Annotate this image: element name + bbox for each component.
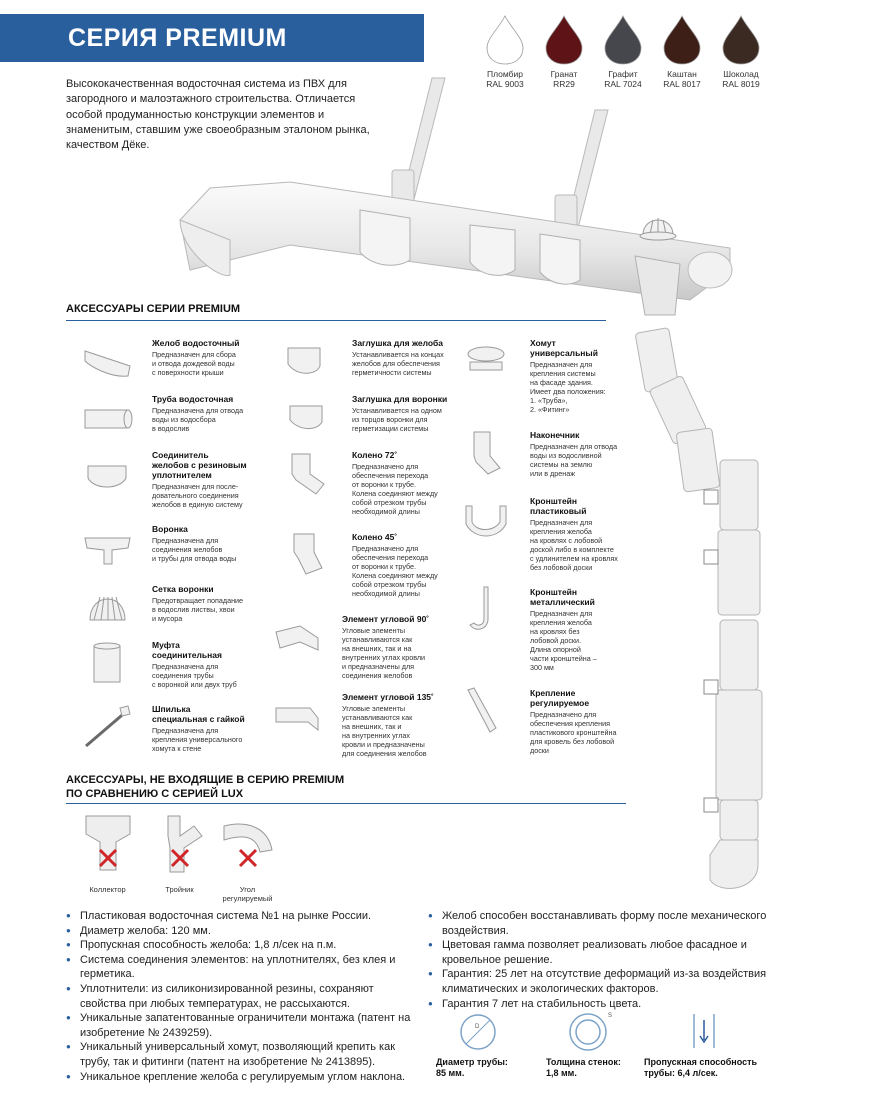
accessory-description: Предназначен для сбора и отвода дождевой воды с поверхности крыши — [152, 350, 236, 377]
lux-title-line2: ПО СРАВНЕНИЮ С СЕРИЕЙ LUX — [66, 788, 244, 800]
elbow-72-icon — [280, 448, 335, 498]
accessory-name: Колено 45˚ — [352, 532, 398, 542]
accessory-description: Предназначена для соединения желобов и трубы для отвода воды — [152, 536, 237, 563]
accessory-image — [80, 336, 135, 386]
lux-section-title — [66, 773, 344, 801]
adjustable-angle-icon — [218, 812, 278, 878]
page-title: СЕРИЯ PREMIUM — [68, 24, 287, 52]
drop-icon — [485, 14, 525, 66]
feature-bullet: ● Цветовая гамма позволяет реализовать любое фасадное и кровельное решение. — [428, 938, 768, 967]
clamp-icon — [458, 336, 513, 386]
accessory-name: Элемент угловой 90˚ — [342, 614, 430, 624]
drop-icon — [603, 14, 643, 66]
lux-item-label: Тройник — [165, 885, 194, 894]
features-list-left — [66, 909, 414, 1084]
accessory-image — [458, 686, 513, 736]
elbow-45-icon — [280, 530, 335, 580]
accessory-name: Крепление регулируемое — [530, 688, 590, 708]
plastic-bracket-icon — [458, 494, 513, 544]
accessory-description: Предназначено для обеспечения перехода от воронки к трубе. Колена соединяют между собой отрезком трубы необходимой длины — [352, 544, 438, 598]
drop-icon — [544, 14, 584, 66]
accessory-name: Наконечник — [530, 430, 580, 440]
color-name: Гранат — [550, 69, 578, 79]
color-code: RAL 9003 — [486, 79, 524, 89]
accessory-description: Устанавливается на концах желобов для обеспечения герметичности системы — [352, 350, 444, 377]
feature-bullet: ● Желоб способен восстанавливать форму после механического воздействия. — [428, 909, 768, 938]
color-code: RR29 — [553, 79, 575, 89]
svg-text:S: S — [608, 1013, 613, 1019]
accessory-description: Угловые элементы устанавливаются как на внешних, так и на внутренних углах кровли и предназначены для соединения желобов — [342, 704, 427, 758]
color-name: Шоколад — [723, 69, 759, 79]
accessory-image — [280, 336, 335, 386]
accessory-image — [458, 585, 513, 635]
accessory-name: Кронштейн пластиковый — [530, 496, 587, 516]
pipe-specs — [436, 1010, 776, 1090]
gutter-system-illustration — [170, 70, 770, 320]
accessory-image — [280, 530, 335, 580]
lux-title-line1: АКСЕССУАРЫ, НЕ ВХОДЯЩИЕ В СЕРИЮ PREMIUM — [66, 774, 345, 786]
accessory-name: Элемент угловой 135˚ — [342, 692, 434, 702]
accessory-image — [458, 336, 513, 386]
title-banner — [0, 14, 424, 62]
intro-text: Высококачественная водосточная система из ПВХ для загородного и малоэтажного строительства. Отличается особой продуманностью конструкции элементов и знаменитым, ставшим уже своеобразным эталоном рынка, качеством Дёке. — [66, 78, 370, 152]
accessory-description: Предназначен для крепления желоба на кровлях без лобовой доски. Длина опорной части кронштейна – 300 мм — [530, 609, 597, 672]
accessory-description: Предназначено для обеспечения крепления пластикового кронштейна для кровель без лобовой доски — [530, 710, 617, 755]
spec-label: Диаметр трубы: 85 мм. — [436, 1057, 508, 1078]
accessory-description: Устанавливается на одном из торцов воронки для герметизации системы — [352, 406, 442, 433]
color-name: Каштан — [667, 69, 697, 79]
stud-icon — [80, 702, 135, 752]
accessory-name: Муфта соединительная — [152, 640, 222, 660]
pipe-icon — [80, 392, 135, 442]
funnel-grid-icon — [80, 582, 135, 632]
funnel-icon — [80, 522, 135, 572]
color-name: Графит — [608, 69, 638, 79]
accessory-image — [80, 522, 135, 572]
lux-item-label: Угол регулируемый — [222, 885, 273, 903]
accessory-name: Труба водосточная — [152, 394, 234, 404]
color-code: RAL 7024 — [604, 79, 642, 89]
accessory-name: Колено 72˚ — [352, 450, 398, 460]
accessory-description: Предназначен для крепления желоба на кровлях с лобовой доской либо в комплекте с удлинителем на кровлях без лобовой доски — [530, 518, 618, 572]
corner-135-icon — [270, 690, 325, 740]
accessory-image — [80, 702, 135, 752]
accessories-title: АКСЕССУАРЫ СЕРИИ PREMIUM — [66, 303, 241, 315]
metal-bracket-icon — [458, 585, 513, 635]
accessory-name: Кронштейн металлический — [530, 587, 595, 607]
accessory-description: Предназначен для отвода воды из водосливной системы на землю или в дренаж — [530, 442, 618, 478]
accessory-image — [270, 612, 325, 662]
spec-label: Толщина стенок: 1,8 мм. — [546, 1057, 621, 1078]
svg-text:D: D — [475, 1024, 480, 1030]
feature-bullet: ● Гарантия 7 лет на стабильность цвета. — [428, 997, 768, 1012]
corner-90-icon — [270, 612, 325, 662]
outlet-icon — [458, 428, 513, 478]
accessory-name: Заглушка для воронки — [352, 394, 448, 404]
drop-icon — [721, 14, 761, 66]
spec-label: Пропускная способность трубы: 6,4 л/сек. — [644, 1057, 758, 1078]
accessory-name: Сетка воронки — [152, 584, 214, 594]
accessory-image — [80, 638, 135, 688]
accessory-description: Предотвращает попадание в водослив листвы, хвои и мусора — [152, 596, 244, 623]
lux-item-label: Коллектор — [89, 885, 126, 894]
accessories-divider — [66, 320, 606, 321]
feature-bullet: ● Уникальное крепление желоба с регулируемым углом наклона. — [66, 1070, 414, 1085]
lux-item — [142, 812, 217, 894]
accessory-description: Предназначена для соединения трубы с воронкой или двух труб — [152, 662, 237, 689]
features-list-right — [428, 909, 768, 1011]
accessory-name: Хомут универсальный — [530, 338, 598, 358]
accessory-description: Предназначена для отвода воды из водосбора в водослив — [152, 406, 244, 433]
accessory-name: Шпилька специальная с гайкой — [152, 704, 245, 724]
accessory-name: Желоб водосточный — [152, 338, 240, 348]
diameter-icon — [456, 1010, 516, 1052]
feature-bullet: ● Пластиковая водосточная система №1 на рынке России. — [66, 909, 414, 924]
lux-item — [70, 812, 145, 894]
feature-bullet: ● Диаметр желоба: 120 мм. — [66, 924, 414, 939]
accessory-image — [80, 582, 135, 632]
collector-icon — [78, 812, 138, 878]
feature-bullet: ● Уплотнители: из силиконизированной резины, сохраняют свойства при любых температурах, не рассыхаются. — [66, 982, 414, 1011]
adjustable-mount-icon — [458, 686, 513, 736]
drop-icon — [662, 14, 702, 66]
wall-thickness-icon — [566, 1010, 626, 1052]
accessory-image — [280, 448, 335, 498]
accessory-image — [458, 494, 513, 544]
end-cap-icon — [280, 336, 335, 386]
accessory-image — [280, 392, 335, 442]
accessory-name: Соединитель желобов с резиновым уплотнителем — [152, 450, 247, 480]
accessory-image — [270, 690, 325, 740]
tee-icon — [150, 812, 210, 878]
funnel-cap-icon — [280, 392, 335, 442]
color-code: RAL 8017 — [663, 79, 701, 89]
accessory-name: Воронка — [152, 524, 188, 534]
connector-icon — [80, 448, 135, 498]
color-code: RAL 8019 — [722, 79, 760, 89]
color-name: Пломбир — [487, 69, 523, 79]
accessory-image — [458, 428, 513, 478]
gutter-icon — [80, 336, 135, 386]
lux-item — [210, 812, 285, 903]
feature-bullet: ● Система соединения элементов: на уплотнителях, без клея и герметика. — [66, 953, 414, 982]
accessory-name: Заглушка для желоба — [352, 338, 444, 348]
accessory-description: Предназначен для после- довательного соединения желобов в единую систему — [152, 482, 243, 509]
feature-bullet: ● Пропускная способность желоба: 1,8 л/сек на п.м. — [66, 938, 414, 953]
flow-icon — [684, 1010, 744, 1052]
downpipe-illustration — [620, 320, 780, 895]
accessory-description: Предназначено для обеспечения перехода от воронки к трубе. Колена соединяют между собой отрезком трубы необходимой длины — [352, 462, 438, 516]
accessory-description: Предназначен для крепления системы на фасаде здания. Имеет два положения: 1. «Труба», 2. «Фитинг» — [530, 360, 606, 414]
feature-bullet: ● Уникальный универсальный хомут, позволяющий крепить как трубу, так и фитинги (патент на изобретение № 2413895). — [66, 1040, 414, 1069]
lux-divider — [66, 803, 626, 804]
feature-bullet: ● Гарантия: 25 лет на отсутствие деформаций из-за воздействия климатических и экологических факторов. — [428, 967, 768, 996]
accessory-image — [80, 448, 135, 498]
accessory-image — [80, 392, 135, 442]
accessory-description: Угловые элементы устанавливаются как на внешних, так и на внутренних углах кровли и предназначены для соединения желобов — [342, 626, 426, 680]
coupling-icon — [80, 638, 135, 688]
strainer-illustration — [640, 218, 676, 240]
feature-bullet: ● Уникальные запатентованные ограничители монтажа (патент на изобретение № 2439259). — [66, 1011, 414, 1040]
accessory-description: Предназначена для крепления универсального хомута к стене — [152, 726, 243, 753]
